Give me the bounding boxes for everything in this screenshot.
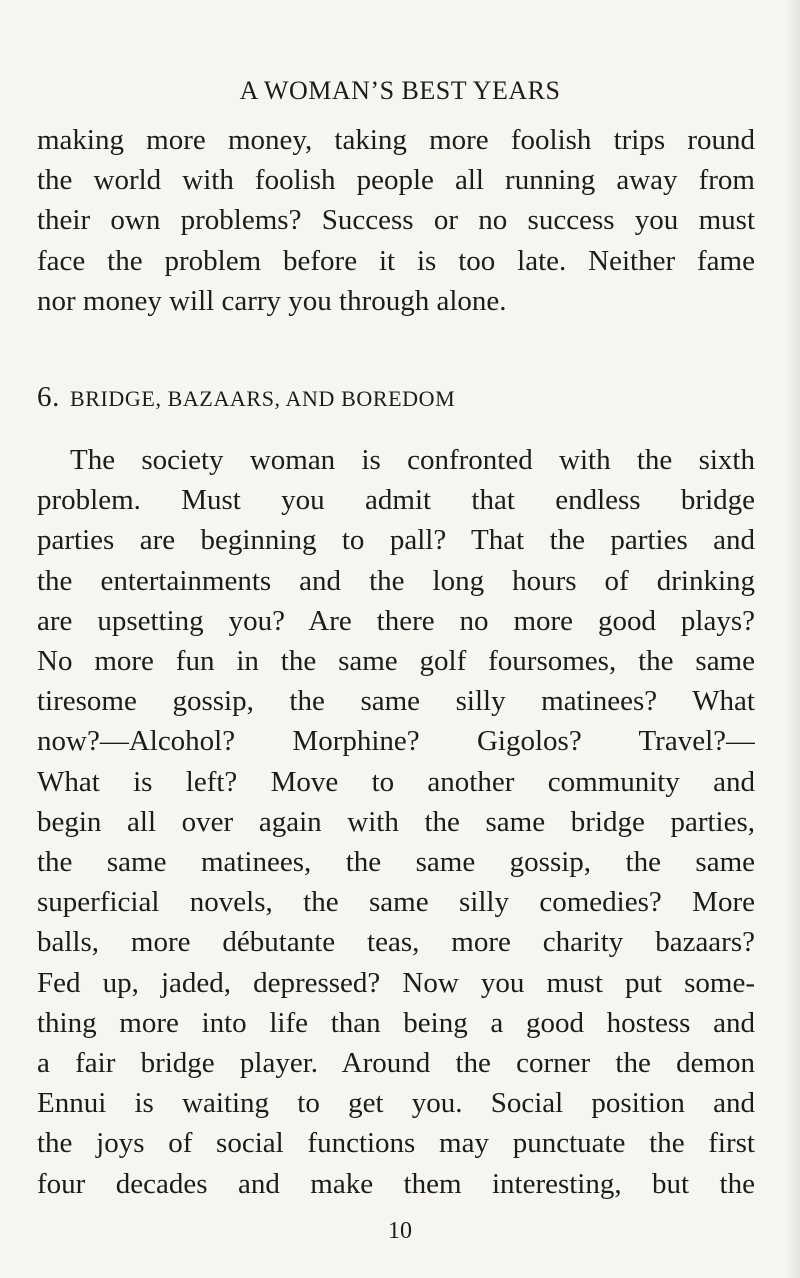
page-number: 10 [388,1218,412,1244]
section-title: BRIDGE, BAZAARS, AND BOREDOM [69,386,456,411]
text-line: the world with foolish people all running away from [37,164,755,197]
text-line: the same matinees, the same gossip, the same [37,846,755,879]
text-line: No more fun in the same golf foursomes, the same [37,645,755,678]
text-line: begin all over again with the same bridge parties, [37,805,755,838]
running-head: A WOMAN’S BEST YEARS [239,76,561,105]
text-line: four decades and make them interesting, but the [37,1167,755,1200]
text-line: their own problems? Success or no success you must [37,204,755,237]
text-line: nor money will carry you through alone. [37,284,507,317]
paragraph-continued [37,120,755,321]
text-line: Fed up, jaded, depressed? Now you must put some- [37,966,755,999]
text-line: the entertainments and the long hours of drinking [37,564,755,597]
text-line: a fair bridge player. Around the corner the demon [37,1047,755,1080]
text-line: now?—Alcohol? Morphine? Gigolos? Travel?— [37,725,755,758]
text-line: What is left? Move to another community and [37,765,755,798]
text-line: face the problem before it is too late. Neither fame [37,244,755,277]
text-line: balls, more débutante teas, more charity bazaars? [37,926,755,959]
text-line: tiresome gossip, the same silly matinees? What [37,685,755,718]
text-line: problem. Must you admit that endless bridge [37,484,755,517]
text-line: parties are beginning to pall? That the parties and [37,524,755,557]
section-heading [37,381,755,414]
text-line: superficial novels, the same silly comedies? More [37,886,755,919]
section-number: 6. [37,381,60,413]
text-line: Ennui is waiting to get you. Social position and [37,1087,755,1120]
page-edge-shadow [786,0,800,1278]
text-line: making more money, taking more foolish trips round [37,124,755,156]
text-line: thing more into life than being a good hostess and [37,1006,755,1039]
text-line-indented: The society woman is confronted with the sixth [70,444,755,476]
text-line: are upsetting you? Are there no more good plays? [37,604,755,637]
text-line: the joys of social functions may punctuate the first [37,1127,755,1160]
paragraph-section-body [37,440,755,1204]
